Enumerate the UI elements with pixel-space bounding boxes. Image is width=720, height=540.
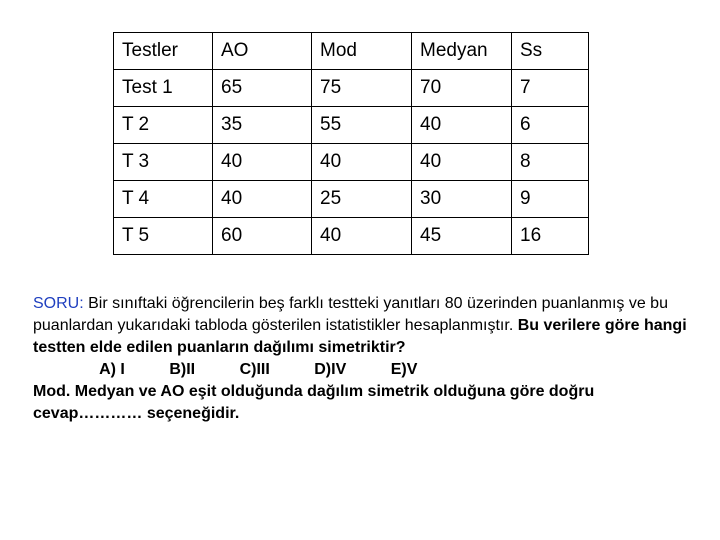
table-cell: 6 bbox=[512, 107, 589, 144]
table-cell: T 5 bbox=[114, 218, 213, 255]
table-cell: 30 bbox=[412, 181, 512, 218]
table-row bbox=[114, 181, 589, 218]
table-cell: 35 bbox=[213, 107, 312, 144]
table-cell: 40 bbox=[312, 218, 412, 255]
answer-explanation: Mod. Medyan ve AO eşit olduğunda dağılım simetrik olduğuna göre doğru cevap………… seçeneğidir. bbox=[33, 383, 595, 422]
table-row bbox=[114, 70, 589, 107]
table-cell: 65 bbox=[213, 70, 312, 107]
table-cell: 9 bbox=[512, 181, 589, 218]
option-a: A) I bbox=[99, 361, 125, 378]
option-e: E)V bbox=[390, 361, 418, 378]
table-cell: 40 bbox=[312, 144, 412, 181]
header-cell-medyan: Medyan bbox=[412, 33, 512, 70]
option-c: C)III bbox=[239, 361, 270, 378]
table-row bbox=[114, 144, 589, 181]
table-cell: 60 bbox=[213, 218, 312, 255]
table-cell: 40 bbox=[412, 107, 512, 144]
question-body: Bir sınıftaki öğrencilerin beş farklı testteki yanıtları 80 üzerinden puanlanmış ve bu puanlardan yukarıdaki tabloda gösterilen istatistikler hesaplanmıştır. bbox=[33, 295, 668, 334]
question-text bbox=[33, 293, 693, 359]
table-cell: 45 bbox=[412, 218, 512, 255]
table-row bbox=[114, 218, 589, 255]
table-cell: 40 bbox=[213, 144, 312, 181]
answer-options bbox=[33, 359, 693, 381]
header-cell-ao: AO bbox=[213, 33, 312, 70]
option-d: D)IV bbox=[314, 361, 347, 378]
table-cell: 40 bbox=[412, 144, 512, 181]
table-cell: 7 bbox=[512, 70, 589, 107]
table-cell: 16 bbox=[512, 218, 589, 255]
table-cell: 75 bbox=[312, 70, 412, 107]
statistics-table bbox=[113, 32, 589, 255]
option-b: B)II bbox=[169, 361, 196, 378]
question-prompt: Bu verilere göre hangi testten elde edilen puanların dağılımı simetriktir? bbox=[33, 317, 687, 356]
header-cell-mod: Mod bbox=[312, 33, 412, 70]
table-cell: Test 1 bbox=[114, 70, 213, 107]
question-label: SORU: bbox=[33, 295, 84, 312]
table-header-row bbox=[114, 33, 589, 70]
question-block bbox=[33, 293, 693, 425]
table-cell: 55 bbox=[312, 107, 412, 144]
table-cell: T 4 bbox=[114, 181, 213, 218]
table-row bbox=[114, 107, 589, 144]
table-cell: 8 bbox=[512, 144, 589, 181]
table-cell: 70 bbox=[412, 70, 512, 107]
header-cell-testler: Testler bbox=[114, 33, 213, 70]
table-cell: 25 bbox=[312, 181, 412, 218]
header-cell-ss: Ss bbox=[512, 33, 589, 70]
table-cell: T 2 bbox=[114, 107, 213, 144]
table-cell: T 3 bbox=[114, 144, 213, 181]
table-cell: 40 bbox=[213, 181, 312, 218]
